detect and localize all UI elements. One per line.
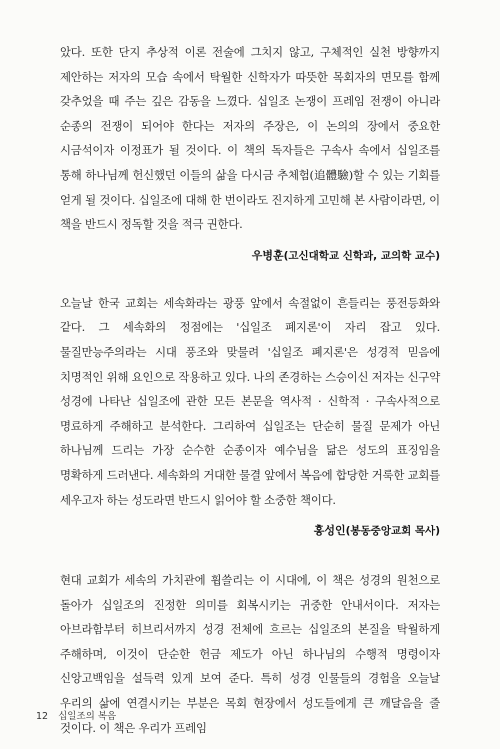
endorser-affiliation: (봉동중앙교회 목사)	[345, 525, 440, 538]
endorser-name: 홍성인	[313, 524, 346, 538]
endorsement-text: 았다. 또한 단지 추상적 이론 전술에 그치지 않고, 구체적인 실천 방향까지 제안하는 저자의 모습 속에서 탁월한 신학자가 따뜻한 목회자의 면모를 함께 갖추었을 때 주는 깊은 감동을 느꼈다. 십일조 논쟁이 프레임 전쟁이 아니라 순종의 전쟁이 되어야 한다는 저자의 주장은, 이 논의의 장에서 중요한 시금석이자 이정표가 될 것이다. 이 책의 독자들은 구속사 속에서 십일조를 통해 하나님께 헌신했던 이들의 삶을 다시금 추체험(追體驗)할 수 있는 기회를 얻게 될 것이다. 십일조에 대해 한 번이라도 진지하게 고민해 본 사람이라면, 이 책을 반드시 정독할 것을 적극 권한다.	[60, 45, 440, 232]
endorser-signature	[60, 522, 440, 538]
endorsement-text: 현대 교회가 세속의 가치관에 휩쓸리는 이 시대에, 이 책은 성경의 원천으로 돌아가 십일조의 진정한 의미를 회복시키는 귀중한 안내서이다. 저자는 아브라함부터 히브리서까지 성경 전체에 흐르는 십일조의 본질을 탁월하게 주해하며, 이것이 단순한 헌금 제도가 아닌 하나님의 수행적 명령이자 신앙고백임을 설득력 있게 보여 준다. 특히 성경 인물들의 경험을 오늘날 우리의 삶에 연결시키는 부분은 목회 현장에서 성도들에게 큰 깨달음을 줄 것이다. 이 책은 우리가 프레임	[60, 573, 440, 735]
page-body	[60, 40, 440, 740]
endorsement-block-2	[60, 291, 440, 538]
running-title: 십일조의 복음	[58, 711, 117, 722]
endorsement-block-1	[60, 40, 440, 263]
endorsement-block-3	[60, 568, 440, 740]
page-footer	[36, 708, 116, 722]
endorser-signature	[60, 247, 440, 263]
endorsement-text: 오늘날 한국 교회는 세속화라는 광풍 앞에서 속절없이 흔들리는 풍전등화와 같다. 그 세속화의 정점에는 '십일조 폐지론'이 자리 잡고 있다. 물질만능주의라는 시대 풍조와 맞물려 '십일조 폐지론'은 성경적 믿음에 치명적인 위해 요인으로 작용하고 있다. 나의 존경하는 스승이신 저자는 신구약 성경에 나타난 십일조에 관한 모든 본문을 역사적 · 신학적 · 구속사적으로 명료하게 주해하고 분석한다. 그리하여 십일조는 단순히 물질 문제가 아닌 하나님께 드리는 가장 순수한 순종이자 예수님을 닮은 성도의 표징임을 명확하게 드러낸다. 세속화의 거대한 물결 앞에서 복음에 합당한 거룩한 교회를 세우고자 하는 성도라면 반드시 읽어야 할 소중한 책이다.	[60, 295, 440, 507]
endorser-name: 우병훈	[251, 248, 284, 262]
endorser-affiliation: (고신대학교 신학과, 교의학 교수)	[283, 249, 440, 262]
page-number: 12	[36, 711, 49, 722]
